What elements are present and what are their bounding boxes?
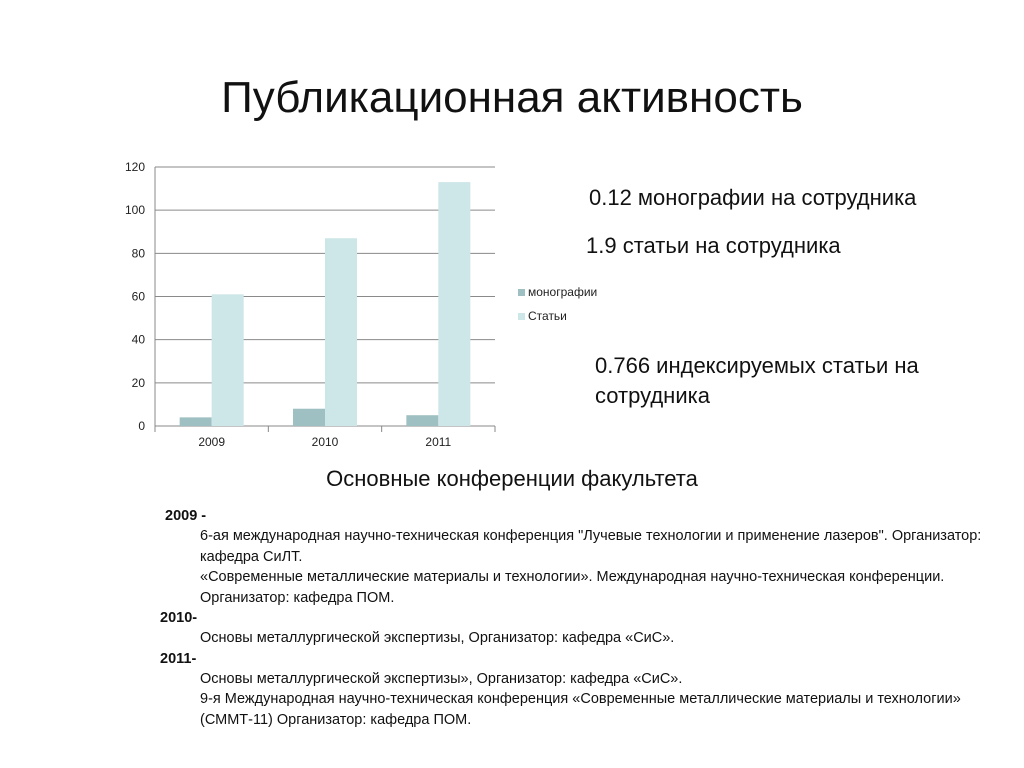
legend-label: Статьи bbox=[528, 309, 567, 323]
conference-item: Основы металлургической экспертизы», Организатор: кафедра «СиС». bbox=[200, 670, 683, 687]
bar-монографии-2011 bbox=[406, 415, 438, 426]
x-tick-label: 2010 bbox=[311, 435, 339, 449]
y-tick-label: 0 bbox=[138, 419, 145, 433]
year-2011-label: 2011- bbox=[160, 650, 197, 667]
y-tick-label: 120 bbox=[124, 160, 145, 174]
conferences-list bbox=[160, 506, 1010, 730]
conference-item: 9-я Международная научно-техническая конференция «Современные металлические материалы и технологии» (СММТ-11) Организатор: кафедра ПОМ. bbox=[200, 691, 961, 728]
x-tick-label: 2009 bbox=[198, 435, 226, 449]
slide-title: Публикационная активность bbox=[221, 73, 803, 122]
y-tick-label: 80 bbox=[131, 246, 145, 261]
stat-monographs: 0.12 монографии на сотрудника bbox=[589, 185, 917, 210]
stat-indexed-articles: 0.766 индексируемых статьи на сотрудника bbox=[595, 353, 919, 408]
y-tick-label: 100 bbox=[124, 203, 145, 218]
y-tick-label: 60 bbox=[131, 289, 145, 304]
legend-swatch bbox=[518, 289, 525, 296]
x-tick-label: 2011 bbox=[425, 435, 452, 449]
year-2010-label: 2010- bbox=[160, 610, 198, 626]
bar-Статьи-2010 bbox=[325, 238, 357, 426]
year-2009-label: 2009 - bbox=[165, 508, 207, 524]
stat-articles: 1.9 статьи на сотрудника bbox=[586, 233, 841, 258]
legend-swatch bbox=[518, 313, 525, 320]
legend-label: монографии bbox=[528, 285, 598, 299]
conference-item: 6-ая международная научно-техническая конференция "Лучевые технологии и применение лазеров". Организатор: кафедра СиЛТ. bbox=[200, 528, 982, 565]
bar-Статьи-2009 bbox=[212, 294, 244, 426]
bar-Статьи-2011 bbox=[438, 182, 470, 426]
conferences-heading: Основные конференции факультета bbox=[326, 466, 698, 491]
conference-item: «Современные металлические материалы и технологии». Международная научно-техническая конференции. Организатор: кафедра ПОМ. bbox=[200, 569, 945, 606]
conference-item: Основы металлургической экспертизы, Организатор: кафедра «СиС». bbox=[200, 630, 675, 646]
bar-монографии-2010 bbox=[293, 409, 325, 426]
bar-монографии-2009 bbox=[180, 417, 212, 426]
y-tick-label: 20 bbox=[131, 375, 145, 390]
bar-chart bbox=[110, 150, 630, 460]
y-tick-label: 40 bbox=[131, 332, 145, 347]
